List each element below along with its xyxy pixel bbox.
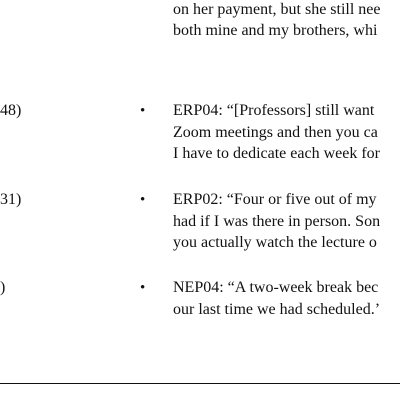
quote-line: had if I was there in person. Son xyxy=(173,213,381,230)
left-column-fragment: ) xyxy=(0,279,6,296)
bullet-icon: • xyxy=(140,280,146,296)
bullet-icon: • xyxy=(140,192,146,208)
quote-line: our last time we had scheduled.’ xyxy=(173,301,381,318)
intro-line: both mine and my brothers, whi xyxy=(173,22,378,39)
quote-line: ERP04: “[Professors] still want xyxy=(173,102,375,119)
table-bottom-rule xyxy=(0,383,400,384)
quote-line: ERP02: “Four or five out of my xyxy=(173,191,377,208)
left-column-fragment: 31) xyxy=(0,191,22,208)
quote-line: NEP04: “A two-week break bec xyxy=(173,279,379,296)
intro-line: on her payment, but she still nee xyxy=(173,1,381,18)
left-column-fragment: 48) xyxy=(0,102,22,119)
bullet-icon: • xyxy=(140,103,146,119)
quote-line: you actually watch the lecture o xyxy=(173,234,377,251)
quote-line: Zoom meetings and then you ca xyxy=(173,124,378,141)
quote-line: I have to dedicate each week for xyxy=(173,145,380,162)
